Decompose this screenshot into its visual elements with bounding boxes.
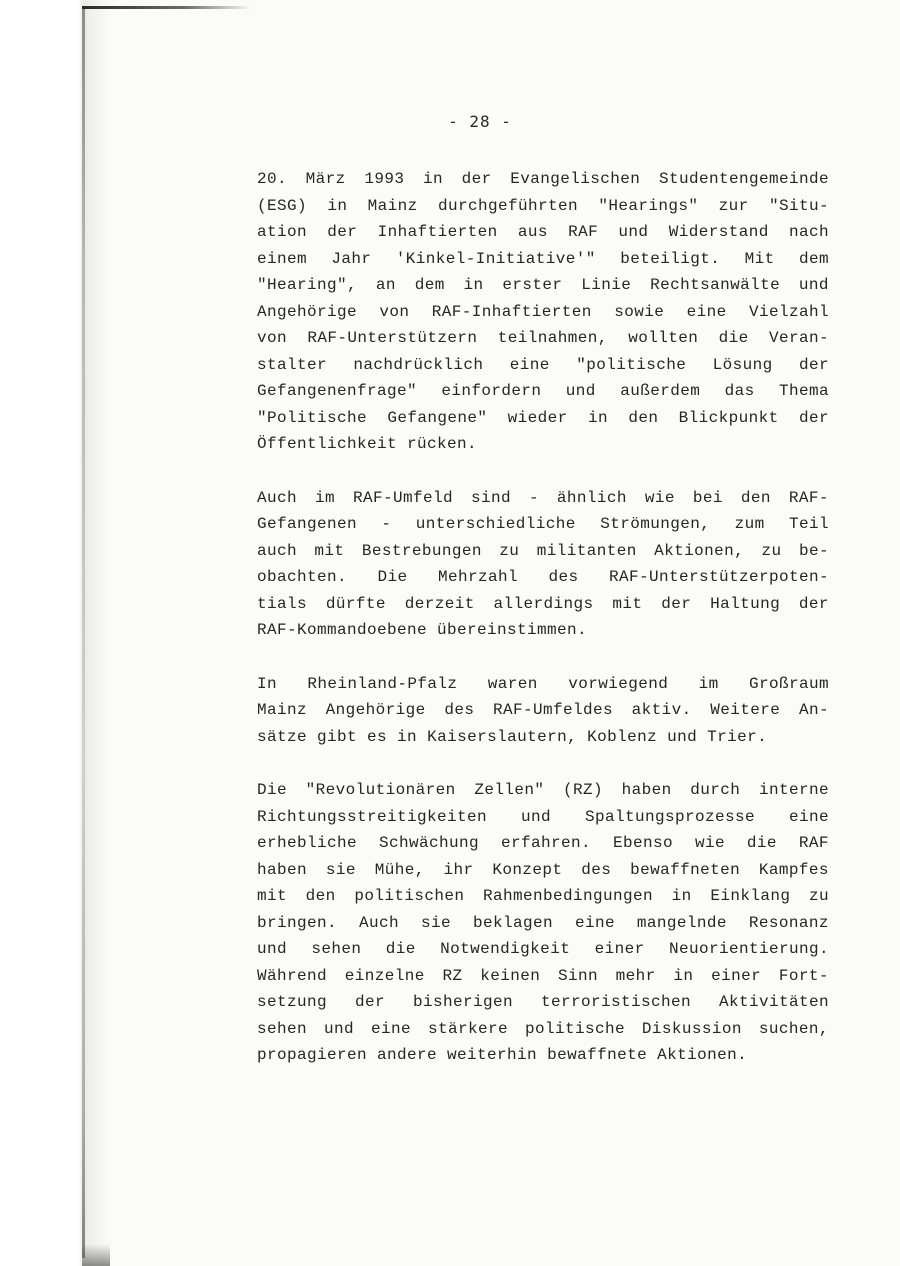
word: Trier.: [707, 727, 768, 746]
word: bringen.: [257, 913, 338, 932]
word: Haltung: [710, 594, 781, 613]
word: Lösung: [712, 355, 773, 374]
word: haben: [621, 781, 672, 799]
word: Angehörige: [325, 701, 426, 719]
word: unterschiedliche: [415, 515, 576, 533]
word: Auch: [358, 913, 399, 932]
word: Evangelischen: [510, 170, 641, 188]
word: Thema: [778, 382, 829, 400]
word: in: [588, 408, 609, 427]
word: allerdings: [493, 594, 594, 613]
word: Mainz: [257, 701, 308, 719]
word: mit: [612, 594, 643, 613]
word: des: [444, 701, 475, 719]
word: Aktionen.: [657, 1046, 748, 1064]
paragraph-4: [257, 777, 829, 1069]
word: einem: [257, 249, 308, 268]
word: vorwiegend: [568, 674, 669, 693]
word: suchen,: [758, 1019, 829, 1038]
word: Mit: [744, 249, 775, 268]
word: obachten.: [257, 568, 348, 586]
word: der: [354, 993, 385, 1011]
word: Widerstand: [668, 223, 769, 241]
word: terroristischen: [540, 993, 691, 1011]
word: RAF-Umfeldes: [492, 701, 613, 719]
word: bisherigen: [412, 993, 513, 1011]
word: militanten: [536, 541, 637, 560]
word: Aktionen,: [654, 541, 745, 560]
word: sehen: [311, 940, 362, 958]
word: zu: [761, 541, 782, 560]
word: und: [257, 940, 288, 958]
text-line: [257, 963, 829, 990]
word: außerdem: [620, 382, 701, 400]
word: dem: [798, 249, 829, 268]
word: ähnlich: [556, 488, 627, 507]
word: der: [461, 170, 492, 188]
word: bewaffnete: [547, 1046, 658, 1064]
word: Jahr: [331, 249, 372, 268]
word: Veran-: [768, 329, 829, 347]
text-line: [257, 378, 829, 405]
word: wie: [694, 834, 725, 852]
word: eine: [509, 355, 550, 374]
text-line: [257, 1042, 829, 1069]
word: in: [673, 966, 694, 985]
word: "Politische: [257, 408, 368, 427]
word: ihr: [443, 860, 474, 879]
word: Kaiserslautern,: [427, 727, 588, 746]
word: der: [798, 594, 829, 613]
text-line: [257, 830, 829, 857]
word: einzelne: [344, 966, 425, 985]
text-line: [257, 671, 829, 698]
word: eine: [370, 1019, 411, 1038]
word: im: [698, 674, 719, 693]
word: März: [305, 170, 346, 188]
body-text: [257, 166, 829, 1096]
page-number: - 28 -: [448, 112, 512, 131]
word: RAF: [568, 223, 599, 241]
word: Richtungsstreitigkeiten: [257, 807, 488, 826]
word: wieder: [507, 408, 568, 427]
word: in: [422, 170, 443, 188]
word: Strömungen,: [600, 515, 711, 533]
word: (RZ): [562, 781, 603, 799]
word: Linie: [581, 276, 632, 294]
word: sind: [470, 488, 511, 507]
word: bei: [692, 488, 723, 507]
word: Rheinland-Pfalz: [307, 674, 458, 693]
word: Rahmenbedingungen: [482, 887, 654, 905]
word: Die: [257, 781, 288, 799]
word: Blickpunkt: [678, 408, 779, 427]
word: Mühe,: [374, 860, 425, 879]
word: und: [618, 223, 649, 241]
word: setzung: [257, 993, 328, 1011]
word: und: [521, 807, 552, 826]
word: an: [375, 276, 396, 294]
word: eine: [686, 302, 727, 321]
word: zu: [499, 541, 520, 560]
text-line: [257, 857, 829, 884]
word: in: [671, 887, 692, 905]
text-line: [257, 299, 829, 326]
word: der: [798, 355, 829, 374]
word: Sinn: [557, 966, 598, 985]
word: dem: [414, 276, 445, 294]
word: -: [381, 515, 392, 533]
text-line: [257, 166, 829, 193]
word: RAF-Unterstützern: [307, 329, 478, 347]
word: "Hearings": [598, 196, 699, 215]
word: RAF-Inhaftierten: [431, 302, 592, 321]
word: ation: [257, 223, 308, 241]
word: RAF-Umfeld: [352, 488, 453, 507]
word: Neuorientierung.: [668, 940, 829, 958]
word: beklagen: [472, 913, 553, 932]
word: von: [257, 329, 288, 347]
word: RAF: [798, 834, 829, 852]
paragraph-2: [257, 485, 829, 644]
word: durch: [690, 781, 741, 799]
text-line: [257, 910, 829, 937]
word: das: [724, 382, 755, 400]
word: in: [463, 276, 484, 294]
word: Gefangenenfrage": [257, 382, 418, 400]
word: gibt: [317, 727, 368, 746]
word: Resonanz: [748, 913, 829, 932]
text-line: [257, 936, 829, 963]
word: die: [746, 834, 777, 852]
text-line: [257, 777, 829, 804]
word: Aktivitäten: [718, 993, 829, 1011]
word: eine: [788, 807, 829, 826]
word: übereinstimmen.: [437, 621, 588, 639]
word: Spaltungsprozesse: [584, 807, 755, 826]
text-line: [257, 804, 829, 831]
word: einer: [594, 940, 645, 958]
word: mit: [314, 541, 345, 560]
word: die: [385, 940, 416, 958]
word: Teil: [788, 515, 829, 533]
word: In: [257, 674, 278, 693]
text-line: [257, 431, 829, 458]
word: und: [323, 1019, 354, 1038]
word: Vielzahl: [748, 302, 829, 321]
page-bottom-corner: [82, 1244, 110, 1266]
text-line: [257, 564, 829, 591]
word: Während: [257, 966, 328, 985]
word: erfahren.: [500, 834, 591, 852]
word: den: [740, 488, 771, 507]
word: weiterhin: [447, 1046, 548, 1064]
text-line: [257, 989, 829, 1016]
word: die: [718, 329, 749, 347]
word: wie: [644, 488, 675, 507]
word: Mehrzahl: [437, 568, 518, 586]
word: des: [548, 568, 579, 586]
word: teilnahmen,: [497, 329, 608, 347]
word: aus: [517, 223, 548, 241]
word: Weitere: [710, 701, 781, 719]
word: stärkere: [427, 1019, 508, 1038]
word: sowie: [614, 302, 665, 321]
word: Mainz: [367, 196, 418, 215]
text-line: [257, 352, 829, 379]
word: Koblenz: [587, 727, 668, 746]
word: 1993: [364, 170, 405, 188]
word: zu: [808, 887, 829, 905]
word: haben: [257, 860, 308, 879]
text-line: [257, 617, 829, 644]
text-line: [257, 272, 829, 299]
paragraph-1: [257, 166, 829, 458]
word: interne: [758, 781, 829, 799]
word: politischen: [354, 887, 465, 905]
word: "Hearing",: [257, 276, 358, 294]
word: sie: [325, 860, 356, 879]
word: erster: [502, 276, 563, 294]
text-line: [257, 538, 829, 565]
word: Inhaftierten: [377, 223, 498, 241]
word: RZ: [442, 966, 463, 985]
word: (ESG): [257, 196, 308, 215]
word: mehr: [615, 966, 656, 985]
word: RAF-Unterstützerpoten-: [608, 568, 829, 586]
word: einer: [711, 966, 762, 985]
word: Fort-: [778, 966, 829, 985]
word: Die: [377, 568, 408, 586]
word: "politische: [576, 355, 687, 374]
word: in: [327, 196, 348, 215]
word: dürfte: [325, 594, 386, 613]
text-line: [257, 219, 829, 246]
word: durchgeführten: [437, 196, 579, 215]
word: den: [628, 408, 659, 427]
text-line: [257, 591, 829, 618]
word: rücken.: [407, 435, 478, 453]
word: zum: [734, 515, 765, 533]
text-line: [257, 1016, 829, 1043]
word: und: [667, 727, 708, 746]
word: RAF-Kommandoebene: [257, 621, 438, 639]
word: nach: [788, 223, 829, 241]
word: der: [661, 594, 692, 613]
word: Rechtsanwälte: [650, 276, 781, 294]
word: von: [379, 302, 410, 321]
word: im: [314, 488, 335, 507]
word: auch: [257, 541, 298, 560]
word: mit: [257, 887, 288, 905]
word: "Situ-: [768, 196, 829, 215]
word: einfordern: [441, 382, 542, 400]
word: der: [798, 408, 829, 427]
word: wollten: [628, 329, 699, 347]
word: eine: [574, 913, 615, 932]
word: zur: [718, 196, 749, 215]
word: 'Kinkel-Initiative'": [395, 249, 596, 268]
word: politische: [524, 1019, 625, 1038]
word: Notwendigkeit: [440, 940, 571, 958]
word: es: [367, 727, 398, 746]
word: Konzept: [492, 860, 563, 879]
word: be-: [798, 541, 829, 560]
word: andere: [377, 1046, 448, 1064]
word: sätze: [257, 727, 318, 746]
word: und: [798, 276, 829, 294]
word: der: [327, 223, 358, 241]
word: -: [528, 488, 539, 507]
word: des: [581, 860, 612, 879]
word: "Revolutionären: [305, 781, 456, 799]
word: aktiv.: [631, 701, 692, 719]
word: mangelnde: [636, 913, 727, 932]
word: stalter: [257, 355, 328, 374]
word: Ebenso: [612, 834, 673, 852]
word: erhebliche: [257, 834, 358, 852]
word: den: [305, 887, 336, 905]
word: Schwächung: [378, 834, 479, 852]
text-line: [257, 325, 829, 352]
word: Großraum: [748, 674, 829, 693]
word: Auch: [257, 488, 298, 507]
word: Einklang: [710, 887, 791, 905]
word: RAF-: [788, 488, 829, 507]
word: und: [565, 382, 596, 400]
word: Studentengemeinde: [658, 170, 829, 188]
word: Gefangene": [387, 408, 488, 427]
word: tials: [257, 594, 308, 613]
word: derzeit: [404, 594, 475, 613]
word: nachdrücklich: [353, 355, 484, 374]
word: keinen: [480, 966, 541, 985]
page-top-edge: [82, 6, 252, 9]
word: Diskussion: [641, 1019, 742, 1038]
text-line: [257, 246, 829, 273]
word: sie: [420, 913, 451, 932]
text-line: [257, 883, 829, 910]
word: 20.: [257, 170, 288, 188]
text-line: [257, 511, 829, 538]
paragraph-3: [257, 671, 829, 751]
page-left-edge: [82, 8, 85, 1258]
text-line: [257, 697, 829, 724]
word: waren: [487, 674, 538, 693]
word: Öffentlichkeit: [257, 435, 408, 453]
word: Bestrebungen: [361, 541, 482, 560]
binding-shadow: [0, 0, 112, 1266]
word: in: [397, 727, 428, 746]
word: Angehörige: [257, 302, 358, 321]
word: beteiligt.: [620, 249, 721, 268]
word: Zellen": [474, 781, 545, 799]
text-line: [257, 405, 829, 432]
word: Gefangenen: [257, 515, 358, 533]
word: Kampfes: [758, 860, 829, 879]
word: propagieren: [257, 1046, 378, 1064]
word: bewaffneten: [630, 860, 741, 879]
text-line: [257, 724, 829, 751]
text-line: [257, 193, 829, 220]
word: sehen: [257, 1019, 308, 1038]
word: An-: [798, 701, 829, 719]
text-line: [257, 485, 829, 512]
